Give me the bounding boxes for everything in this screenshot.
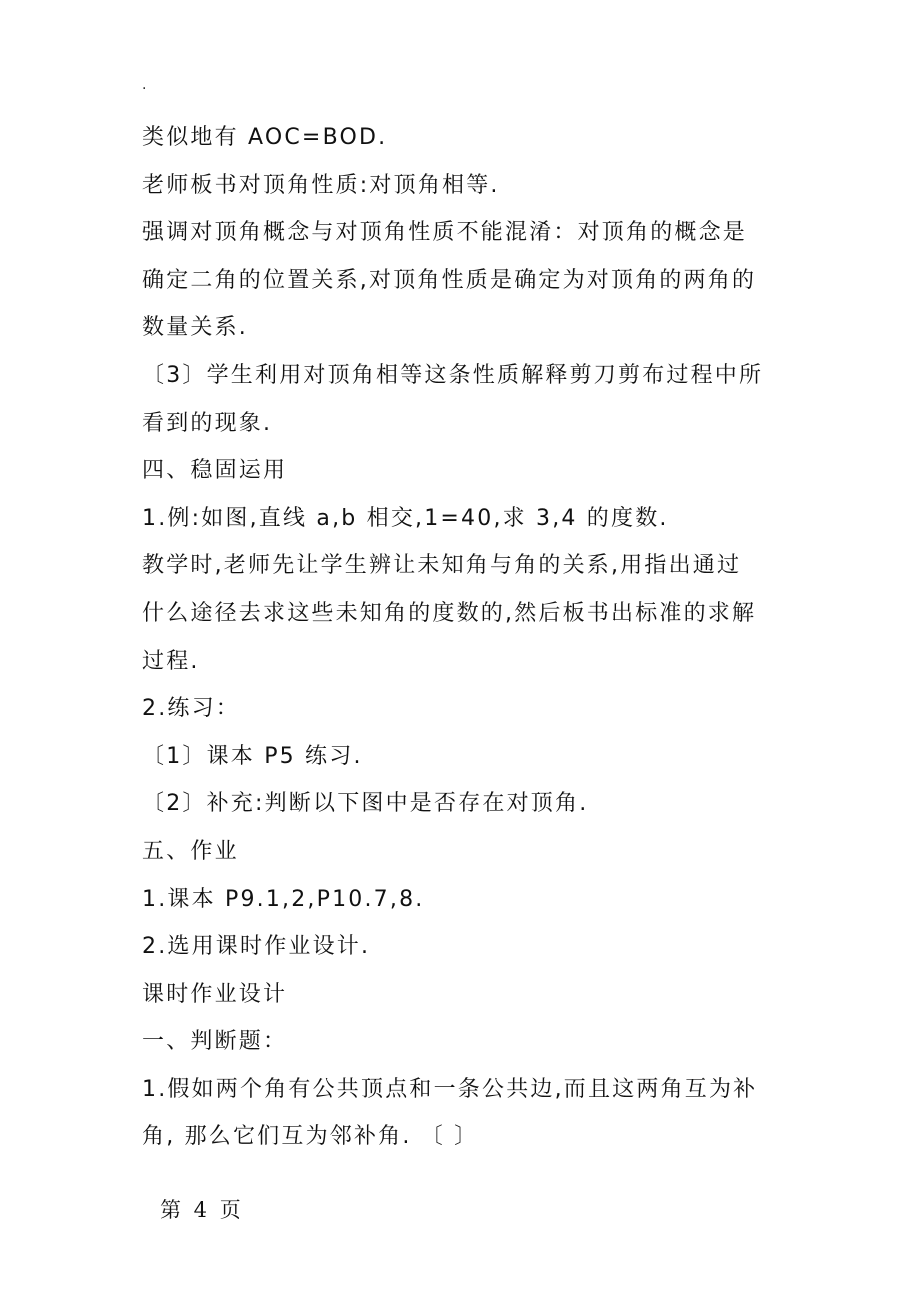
text-line: 老师板书对顶角性质:对顶角相等. xyxy=(142,172,500,198)
text-line: 〔3〕学生利用对顶角相等这条性质解释剪刀剪布过程中所 xyxy=(142,362,764,388)
text-line: 1.课本 P9.1,2,P10.7,8. xyxy=(142,886,425,912)
text-line: 2.选用课时作业设计. xyxy=(142,934,371,960)
text-line: 确定二角的位置关系,对顶角性质是确定为对顶角的两角的 xyxy=(142,267,757,293)
text-line: 看到的现象. xyxy=(142,410,273,436)
text-line: 什么途径去求这些未知角的度数的,然后板书出标准的求解 xyxy=(142,600,757,626)
text-line: 数量关系. xyxy=(142,315,248,341)
page-number: 第 4 页 xyxy=(160,1198,244,1222)
section-heading: 课时作业设计 xyxy=(142,981,288,1007)
text-line: 1.例:如图,直线 a,b 相交,1=40,求 3,4 的度数. xyxy=(142,505,669,531)
document-body xyxy=(142,114,782,1161)
text-line: 强调对顶角概念与对顶角性质不能混淆：对顶角的概念是 xyxy=(142,220,748,246)
text-line: 1.假如两个角有公共顶点和一条公共边,而且这两角互为补 xyxy=(142,1076,758,1102)
text-line: 类似地有 AOC=BOD. xyxy=(142,125,388,150)
header-dot: . xyxy=(142,77,147,93)
text-line: 过程. xyxy=(142,648,200,674)
text-line: 2.练习： xyxy=(142,696,240,722)
section-heading: 五、作业 xyxy=(142,838,239,864)
text-line: 〔1〕课本 P5 练习. xyxy=(142,743,363,769)
text-line: 教学时,老师先让学生辨让未知角与角的关系,用指出通过 xyxy=(142,553,742,579)
section-heading: 一、判断题： xyxy=(142,1029,288,1055)
text-line: 〔2〕补充:判断以下图中是否存在对顶角. xyxy=(142,791,589,817)
text-line: 角, 那么它们互为邻补角. 〔 〕 xyxy=(142,1124,479,1150)
section-heading: 四、稳固运用 xyxy=(142,458,288,484)
